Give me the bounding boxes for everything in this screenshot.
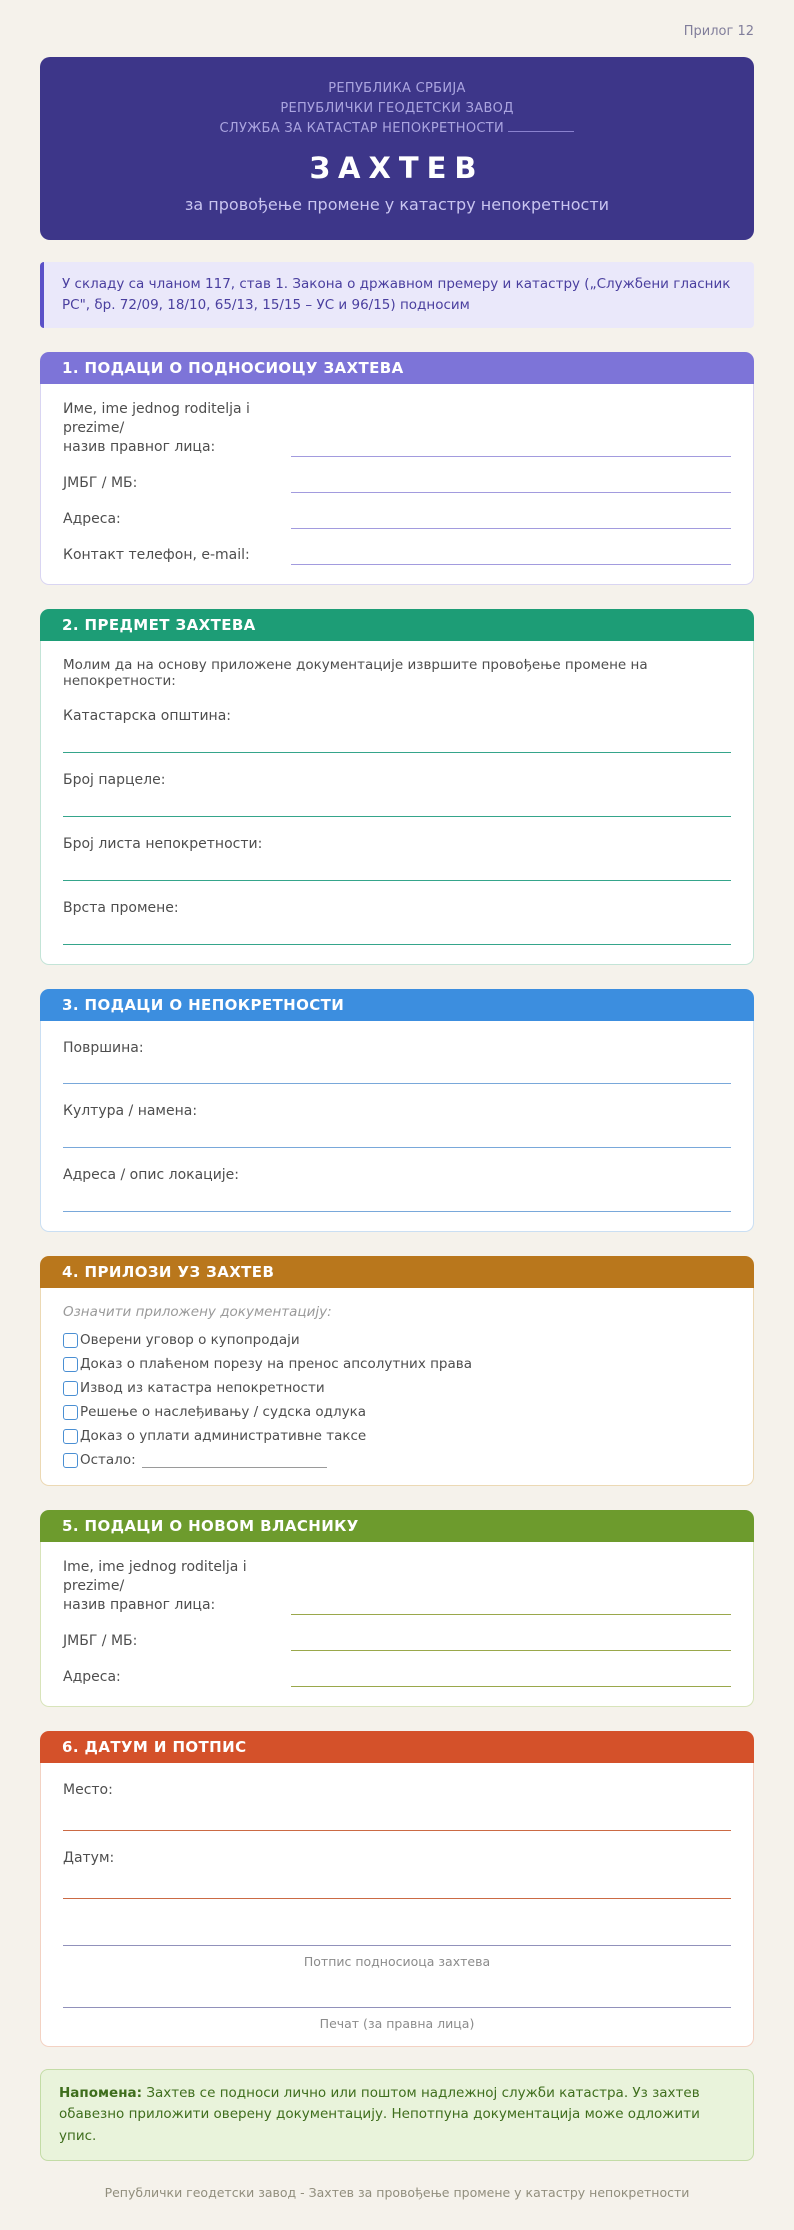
section-property <box>40 989 754 1233</box>
section-new-owner <box>40 1510 754 1707</box>
place-field <box>63 1779 731 1831</box>
inheritance-label: Решење о наслеђивању / судска одлука <box>80 1404 367 1421</box>
owner-jmbg-label: ЈМБГ / МБ: <box>63 1632 138 1649</box>
attachment-row-contract <box>63 1332 731 1348</box>
owner-name-label: Ime, ime jednog roditelja i prezime/ назив правног лица: <box>63 1559 247 1613</box>
date-field <box>63 1847 731 1899</box>
section-property-title: 3. ПОДАЦИ О НЕПОКРЕТНОСТИ <box>40 989 754 1021</box>
office-name-blank-line[interactable] <box>508 120 574 132</box>
attachment-row-fee <box>63 1428 731 1444</box>
cadastral-municipality-field <box>63 705 731 753</box>
tax-proof-label: Доказ о плаћеном порезу на пренос апсолутних права <box>80 1356 473 1373</box>
owner-jmbg-field <box>63 1631 731 1651</box>
section-attachments <box>40 1256 754 1486</box>
change-type-input-line[interactable] <box>63 944 731 945</box>
applicant-contact-label: Контакт телефон, e-mail: <box>63 547 250 564</box>
applicant-address-input-line[interactable] <box>291 509 731 529</box>
folio-number-input-line[interactable] <box>63 880 731 881</box>
change-type-label: Врста промене: <box>63 899 179 916</box>
owner-address-field <box>63 1667 731 1687</box>
folio-number-field <box>63 833 731 881</box>
masthead <box>40 57 754 240</box>
applicant-jmbg-input-line[interactable] <box>291 473 731 493</box>
legal-basis-note: У складу са чланом 117, став 1. Закона о државном премеру и катастру („Службени гласник РС", бр. 72/09, 18/10, 65/13, 15/15 – УС и 96/15) подносим <box>40 262 754 328</box>
attachment-row-extract <box>63 1380 731 1396</box>
cadastral-municipality-input-line[interactable] <box>63 752 731 753</box>
subject-intro: Молим да на основу приложене документације извршите провођење промене на непокретности: <box>63 656 648 689</box>
contract-label: Оверени уговор о купопродаји <box>80 1332 300 1349</box>
org-line-2: РЕПУБЛИЧКИ ГЕОДЕТСКИ ЗАВОД <box>280 101 514 117</box>
attachment-label: Прилог 12 <box>683 24 754 39</box>
applicant-contact-field <box>63 545 731 565</box>
section-new-owner-title: 5. ПОДАЦИ О НОВОМ ВЛАСНИКУ <box>40 1510 754 1542</box>
page-footer: Републички геодетски завод - Захтев за провођење промене у катастру непокретности <box>104 2185 690 2201</box>
applicant-name-label: Име, ime jednog roditelja i prezime/ назив правног лица: <box>63 401 250 456</box>
attachments-intro: Означити приложену документацију: <box>63 1304 332 1321</box>
applicant-address-field <box>63 509 731 529</box>
section-applicant <box>40 352 754 585</box>
folio-number-label: Број листа непокретности: <box>63 835 263 852</box>
owner-name-field <box>63 1558 731 1615</box>
applicant-name-field <box>63 400 731 457</box>
applicant-contact-input-line[interactable] <box>291 545 731 565</box>
section-subject-title: 2. ПРЕДМЕТ ЗАХТЕВА <box>40 609 754 641</box>
attachment-row-tax-proof <box>63 1356 731 1372</box>
attachment-row-other <box>63 1452 731 1468</box>
culture-purpose-label: Култура / намена: <box>63 1103 198 1120</box>
signature-block <box>63 1945 731 1969</box>
other-label: Остало: <box>80 1452 136 1469</box>
fee-checkbox[interactable] <box>63 1429 78 1444</box>
org-line-3-text: СЛУЖБА ЗА КАТАСТАР НЕПОКРЕТНОСТИ <box>219 121 505 137</box>
other-checkbox[interactable] <box>63 1453 78 1468</box>
tax-proof-checkbox[interactable] <box>63 1357 78 1372</box>
applicant-jmbg-label: ЈМБГ / МБ: <box>63 475 138 492</box>
section-subject <box>40 609 754 965</box>
place-label: Место: <box>63 1781 113 1798</box>
document-title: ЗАХТЕВ <box>309 151 485 186</box>
section-attachments-title: 4. ПРИЛОЗИ УЗ ЗАХТЕВ <box>40 1256 754 1288</box>
extract-label: Извод из катастра непокретности <box>80 1380 325 1397</box>
owner-jmbg-input-line[interactable] <box>291 1631 731 1651</box>
signature-caption: Потпис подносиоца захтева <box>303 1953 491 1969</box>
org-line-1: РЕПУБЛИКА СРБИЈА <box>328 81 466 96</box>
parcel-number-field <box>63 769 731 817</box>
signature-line[interactable] <box>63 1945 731 1946</box>
applicant-name-input-line[interactable] <box>291 437 731 457</box>
location-label: Адреса / опис локације: <box>63 1167 240 1184</box>
document-subtitle: за провођење промене у катастру непокретности <box>184 195 610 215</box>
owner-address-input-line[interactable] <box>291 1667 731 1687</box>
area-field <box>63 1037 731 1085</box>
org-line-3 <box>60 119 734 139</box>
stamp-block <box>63 2007 731 2031</box>
owner-name-input-line[interactable] <box>291 1595 731 1615</box>
parcel-number-label: Број парцеле: <box>63 771 166 788</box>
culture-purpose-input-line[interactable] <box>63 1147 731 1148</box>
parcel-number-input-line[interactable] <box>63 816 731 817</box>
cadastral-municipality-label: Катастарска општина: <box>63 707 231 724</box>
contract-checkbox[interactable] <box>63 1333 78 1348</box>
extract-checkbox[interactable] <box>63 1381 78 1396</box>
note-text: Захтев се подноси лично или поштом надлежној служби катастра. Уз захтев обавезно приложити оверену документацију. Непотпуна документација може одложити упис. <box>59 2084 700 2144</box>
area-input-line[interactable] <box>63 1083 731 1084</box>
fee-label: Доказ о уплати административне таксе <box>80 1428 367 1445</box>
applicant-jmbg-field <box>63 473 731 493</box>
change-type-field <box>63 897 731 945</box>
stamp-line[interactable] <box>63 2007 731 2008</box>
other-input-line[interactable] <box>142 1452 327 1468</box>
location-input-line[interactable] <box>63 1211 731 1212</box>
stamp-caption: Печат (за правна лица) <box>319 2015 475 2031</box>
section-applicant-title: 1. ПОДАЦИ О ПОДНОСИОЦУ ЗАХТЕВА <box>40 352 754 384</box>
section-date-signature <box>40 1731 754 2047</box>
applicant-address-label: Адреса: <box>63 511 121 528</box>
section-date-signature-title: 6. ДАТУМ И ПОТПИС <box>40 1731 754 1763</box>
attachment-row-inheritance <box>63 1404 731 1420</box>
date-label: Датум: <box>63 1849 115 1866</box>
culture-purpose-field <box>63 1100 731 1148</box>
date-input-line[interactable] <box>63 1898 731 1899</box>
location-field <box>63 1164 731 1212</box>
bottom-note <box>40 2069 754 2162</box>
owner-address-label: Адреса: <box>63 1668 121 1685</box>
area-label: Површина: <box>63 1039 144 1056</box>
place-input-line[interactable] <box>63 1830 731 1831</box>
note-label: Напомена: <box>59 2084 143 2101</box>
inheritance-checkbox[interactable] <box>63 1405 78 1420</box>
